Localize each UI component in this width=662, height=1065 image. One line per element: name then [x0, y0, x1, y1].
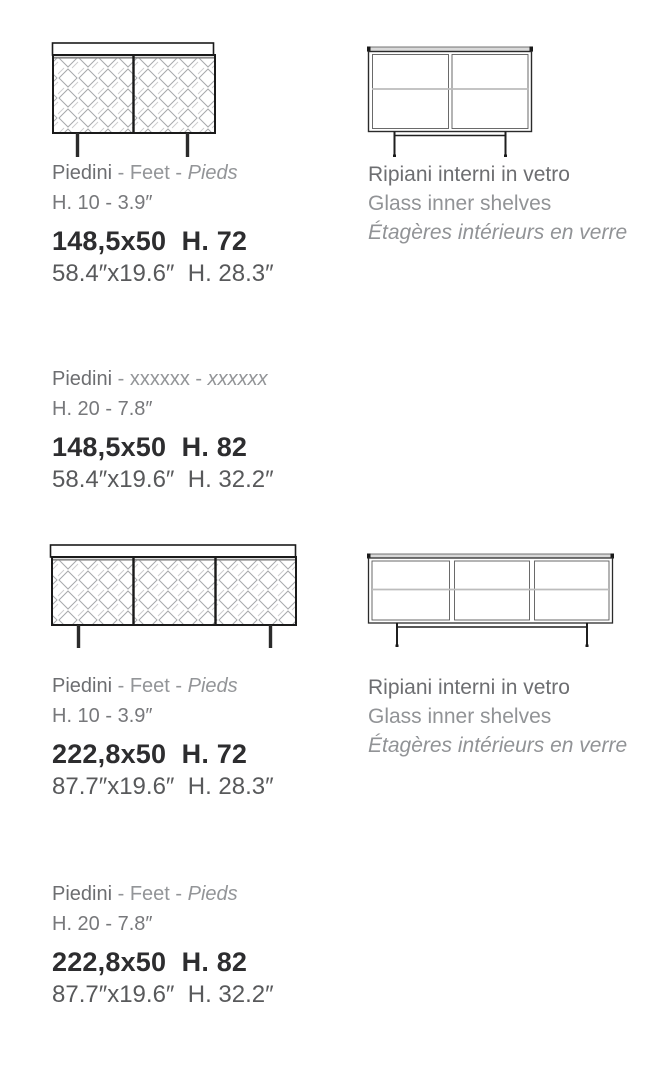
separator: - — [112, 162, 130, 184]
feet-title-it: Piedini — [52, 675, 113, 697]
drawing-container-3door-pattern — [48, 540, 300, 657]
feet-title-en: xxxxxx — [129, 368, 190, 390]
spec-block-222x50-h82 — [52, 879, 274, 1010]
feet-title-line — [52, 364, 274, 394]
feet-height: H. 20 - 7.8″ — [52, 913, 153, 935]
feet-title-en: Feet — [129, 883, 170, 905]
dimensions-imperial: 87.7″x19.6″ H. 28.3″ — [52, 773, 274, 800]
shelves-note-it: Ripiani interni in vetro — [368, 676, 570, 699]
feet-title-it: Piedini — [52, 162, 113, 184]
sideboard-3-door-glass-shelf-drawing — [366, 550, 618, 650]
dimensions-imperial: 87.7″x19.6″ H. 32.2″ — [52, 981, 274, 1008]
drawing-container-3door-glass — [366, 550, 618, 655]
feet-title-line — [52, 158, 274, 188]
dimensions-metric: 148,5x50 H. 72 — [52, 226, 248, 256]
dimensions-metric: 222,8x50 H. 82 — [52, 947, 248, 977]
dimensions-imperial: 58.4″x19.6″ H. 28.3″ — [52, 260, 274, 287]
glass-shelves-note — [368, 673, 627, 760]
sideboard-3-door-patterned-drawing — [48, 540, 300, 652]
separator: - — [112, 883, 130, 905]
dimensions-metric: 148,5x50 H. 82 — [52, 432, 248, 462]
feet-title-it: Piedini — [52, 368, 113, 390]
feet-title-it: Piedini — [52, 883, 113, 905]
shelves-note-it: Ripiani interni in vetro — [368, 163, 570, 186]
separator: - — [112, 675, 130, 697]
separator: - — [169, 162, 188, 184]
separator: - — [189, 368, 208, 390]
feet-title-en: Feet — [129, 162, 170, 184]
spec-block-148x50-h82 — [52, 364, 274, 495]
feet-title-fr: Pieds — [187, 162, 238, 184]
dimensions-metric: 222,8x50 H. 72 — [52, 739, 248, 769]
separator: - — [112, 368, 130, 390]
separator: - — [169, 883, 188, 905]
drawing-container-2door-glass — [366, 44, 538, 165]
spec-block-222x50-h72 — [52, 671, 274, 802]
spec-block-148x50-h72 — [52, 158, 274, 289]
sideboard-2-door-glass-shelf-drawing — [366, 44, 538, 160]
shelves-note-en: Glass inner shelves — [368, 705, 552, 728]
feet-title-line — [52, 671, 274, 701]
drawing-container-2door-pattern — [48, 38, 218, 165]
feet-title-line — [52, 879, 274, 909]
feet-height: H. 10 - 3.9″ — [52, 192, 153, 214]
feet-title-en: Feet — [129, 675, 170, 697]
feet-title-fr: xxxxxx — [207, 368, 268, 390]
feet-height: H. 20 - 7.8″ — [52, 398, 153, 420]
shelves-note-fr: Étagères intérieurs en verre — [368, 734, 628, 757]
shelves-note-en: Glass inner shelves — [368, 192, 552, 215]
feet-title-fr: Pieds — [187, 675, 238, 697]
glass-shelves-note — [368, 160, 627, 247]
feet-title-fr: Pieds — [187, 883, 238, 905]
shelves-note-fr: Étagères intérieurs en verre — [368, 221, 628, 244]
dimensions-imperial: 58.4″x19.6″ H. 32.2″ — [52, 466, 274, 493]
separator: - — [169, 675, 188, 697]
sideboard-2-door-patterned-drawing — [48, 38, 218, 160]
feet-height: H. 10 - 3.9″ — [52, 705, 153, 727]
